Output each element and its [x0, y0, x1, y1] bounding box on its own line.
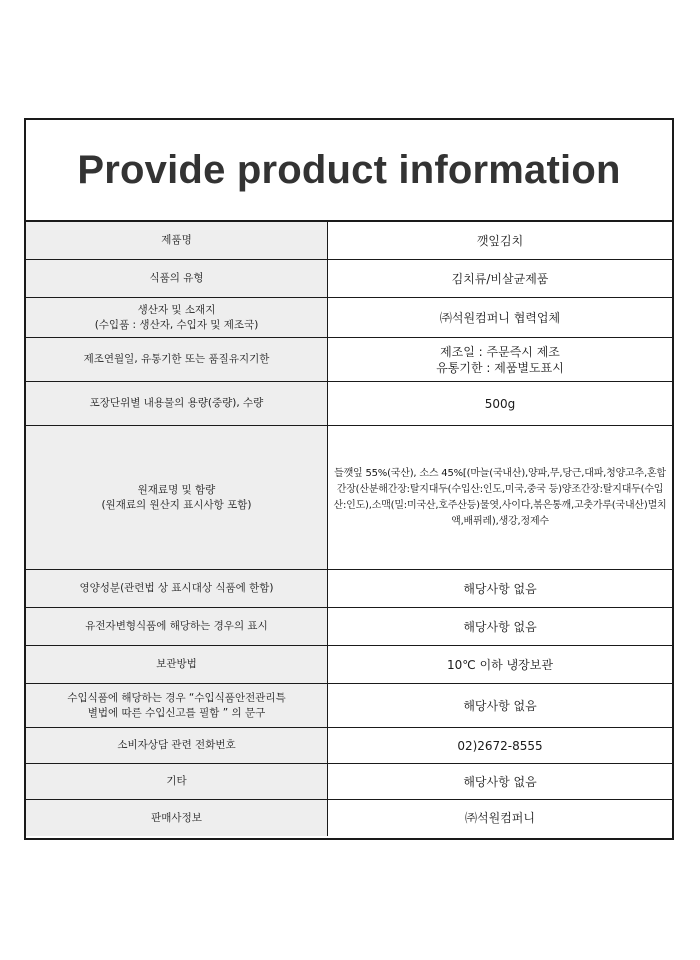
info-table	[26, 222, 672, 838]
row-label: 생산자 및 소재지 (수입품 : 생산자, 수입자 및 제조국)	[26, 298, 328, 337]
header	[26, 120, 672, 222]
row-value: 김치류/비살균제품	[451, 271, 549, 286]
table-row	[26, 382, 672, 426]
table-row	[26, 684, 672, 728]
row-value: 들깻잎 55%(국산), 소스 45%[(마늘(국내산),양파,무,당근,대파,청양고추,혼합간장(산분해간장:탈지대두(수입산:인도,미국,중국 등)양조간장:탈지대두(수입산:인도),소맥(밀:미국산,호주산등)물엿,사이다,볶은통깨,고춧가루(국내산)멸치액,배퓌레),생강,정제수	[333, 467, 667, 527]
row-value: 10℃ 이하 냉장보관	[447, 657, 553, 672]
row-label: 포장단위별 내용물의 용량(중량), 수량	[26, 382, 328, 425]
row-label: 식품의 유형	[26, 260, 328, 297]
table-row	[26, 298, 672, 338]
table-row	[26, 800, 672, 836]
table-row	[26, 764, 672, 800]
row-label: 소비자상담 관련 전화번호	[26, 728, 328, 763]
table-row	[26, 570, 672, 608]
row-label: 기타	[26, 764, 328, 799]
row-label: 수입식품에 해당하는 경우 “수입식품안전관리특 별법에 따른 수입신고를 필함 ” 의 문구	[26, 684, 328, 727]
row-value: 해당사항 없음	[463, 619, 537, 634]
table-row	[26, 260, 672, 298]
row-value: 해당사항 없음	[463, 581, 537, 596]
table-row	[26, 608, 672, 646]
row-value: 제조일 : 주문즉시 제조 유통기한 : 제품별도표시	[436, 344, 564, 375]
row-value: 02)2672-8555	[457, 738, 543, 753]
row-value: 깻잎김치	[476, 233, 524, 248]
table-row	[26, 222, 672, 260]
table-row	[26, 338, 672, 382]
row-label: 제조연월일, 유통기한 또는 품질유지기한	[26, 338, 328, 381]
row-label: 보관방법	[26, 646, 328, 683]
row-value: 500g	[484, 396, 516, 411]
table-row	[26, 426, 672, 570]
row-label: 판매사정보	[26, 800, 328, 836]
row-label: 원재료명 및 함량 (원재료의 원산지 표시사항 포함)	[26, 426, 328, 569]
row-label: 제품명	[26, 222, 328, 259]
page-title: Provide product information	[77, 147, 621, 192]
row-value: ㈜석원컴퍼니 협력업체	[439, 310, 561, 325]
row-value: 해당사항 없음	[463, 698, 537, 713]
table-row	[26, 646, 672, 684]
row-label: 영양성분(관련법 상 표시대상 식품에 한함)	[26, 570, 328, 607]
table-row	[26, 728, 672, 764]
row-value: 해당사항 없음	[463, 774, 537, 789]
row-value: ㈜석원컴퍼니	[465, 811, 535, 825]
product-info-sheet	[24, 118, 674, 840]
row-label: 유전자변형식품에 해당하는 경우의 표시	[26, 608, 328, 645]
